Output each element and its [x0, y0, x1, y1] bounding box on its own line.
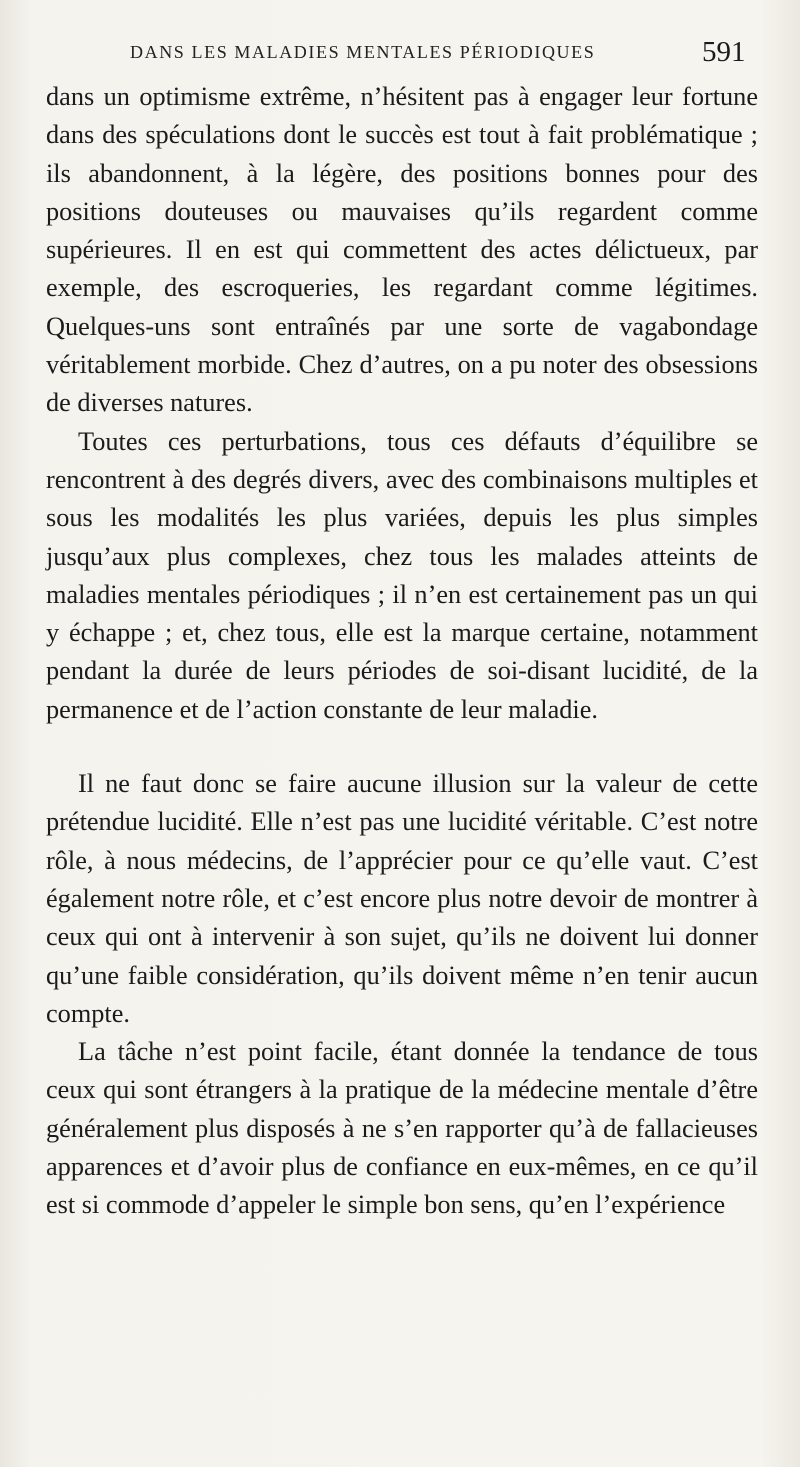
paragraph-continuation: dans un optimisme extrême, n’hésitent pas à engager leur fortune dans des spéculations dont le succès est tout à fait problématique ; ils abandonnent, à la légère, des positions bonnes pour des positions douteuses ou mauvaises qu’ils regardent comme supérieures. Il en est qui commettent des actes délictueux, par exemple, des escroqueries, les regardant comme légitimes. Quelques-uns sont entraînés par une sorte de vagabondage véritablement morbide. Chez d’autres, on a pu noter des obsessions de diverses natures.	[46, 82, 758, 418]
paragraph-perturbations: Toutes ces perturbations, tous ces défauts d’équilibre se rencontrent à des degrés divers, avec des combinaisons multiples et sous les modalités les plus variées, depuis les plus simples jusqu’aux plus complexes, chez tous les malades atteints de maladies mentales périodiques ; il n’en est certainement pas un qui y échappe ; et, chez tous, elle est la marque certaine, notamment pendant la durée de leurs périodes de soi-disant lucidité, de la permanence et de l’action constante de leur maladie.	[46, 426, 758, 724]
page-number: 591	[702, 36, 746, 68]
running-head	[0, 36, 800, 76]
paragraph-illusion: Il ne faut donc se faire aucune illusion sur la valeur de cette prétendue lucidité. Elle n’est pas une lucidité véritable. C’est notre rôle, à nous médecins, de l’apprécier pour ce qu’elle vaut. C’est également notre rôle, et c’est encore plus notre devoir de montrer à ceux qui ont à intervenir à son sujet, qu’ils ne doivent lui donner qu’une faible considération, qu’ils doivent même n’en tenir aucun compte.	[46, 769, 758, 1028]
body-text	[46, 78, 758, 1225]
paragraph-tache: La tâche n’est point facile, étant donnée la tendance de tous ceux qui sont étrangers à la pratique de la médecine mentale d’être généralement plus disposés à ne s’en rapporter qu’à de fallacieuses apparences et d’avoir plus de confiance en eux-mêmes, en ce qu’il est si commode d’appeler le simple bon sens, qu’en l’expérience	[46, 1037, 758, 1220]
running-title: DANS LES MALADIES MENTALES PÉRIODIQUES	[130, 42, 596, 62]
